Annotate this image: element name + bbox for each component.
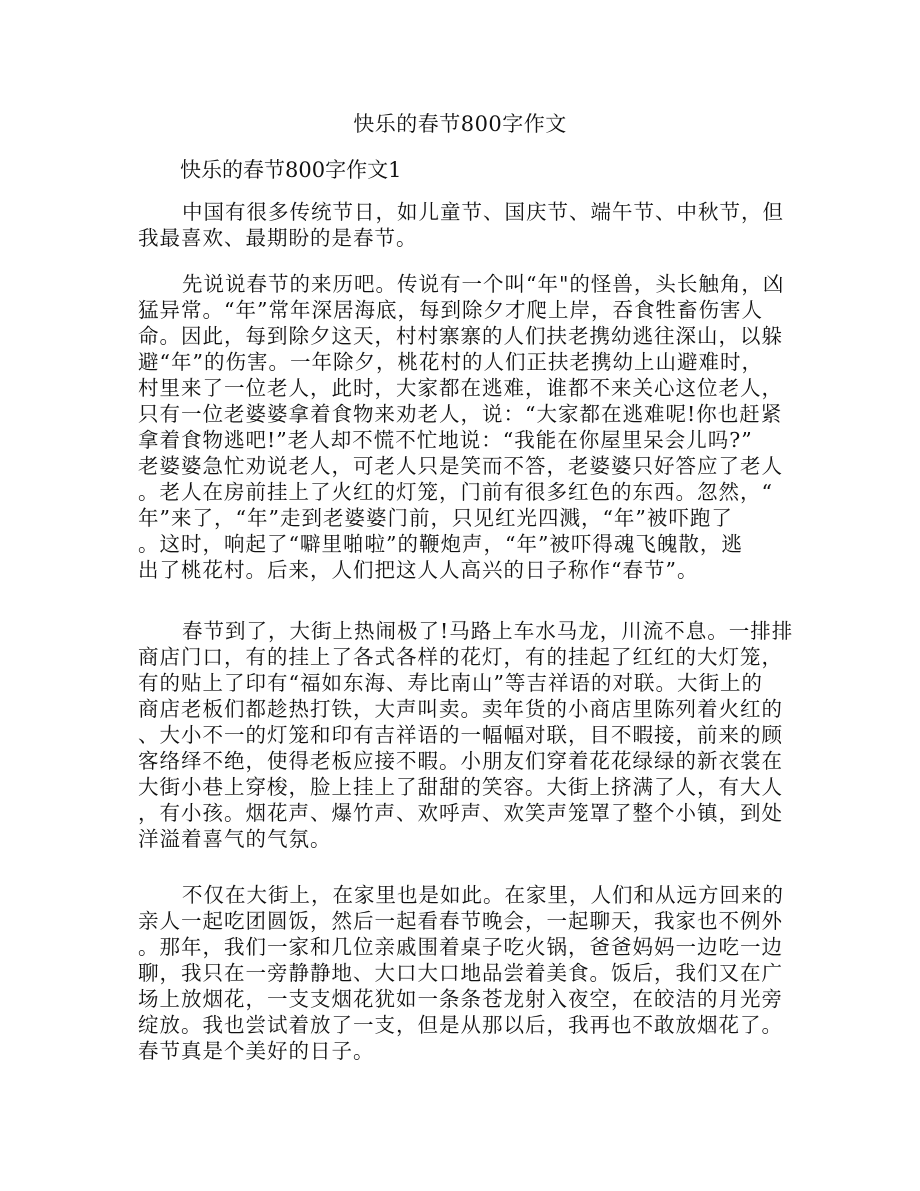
paragraph-line: 。老人在房前挂上了火红的灯笼，门前有很多红色的东西。忽然，“ <box>138 480 773 504</box>
paragraph-line: 避“年”的伤害。一年除夕，桃花村的人们正扶老携幼上山避难时， <box>138 350 763 374</box>
paragraph-line: 春节到了，大街上热闹极了!马路上车水马龙，川流不息。一排排 <box>182 619 794 643</box>
paragraph-line: 有的贴上了印有“福如东海、寿比南山”等吉祥语的对联。大街上的 <box>138 671 763 695</box>
paragraph-line: 大街小巷上穿梭，脸上挂上了甜甜的笑容。大街上挤满了人，有大人 <box>138 775 783 799</box>
document-title: 快乐的春节800字作文 <box>353 112 567 136</box>
paragraph-line: 聊，我只在一旁静静地、大口大口地品尝着美食。饭后，我们又在广 <box>138 961 783 985</box>
paragraph-line: 。那年，我们一家和几位亲戚围着桌子吃火锅，爸爸妈妈一边吃一边 <box>138 935 783 959</box>
paragraph-line: ，有小孩。烟花声、爆竹声、欢呼声、欢笑声笼罩了整个小镇，到处 <box>138 801 783 825</box>
paragraph-line: 洋溢着喜气的气氛。 <box>138 827 332 851</box>
paragraph-line: 老婆婆急忙劝说老人，可老人只是笑而不答，老婆婆只好答应了老人 <box>138 454 783 478</box>
paragraph-intro <box>138 199 786 251</box>
paragraph-line: 村里来了一位老人，此时，大家都在逃难，谁都不来关心这位老人， <box>138 376 783 400</box>
paragraph-line: 猛异常。“年”常年深居海底，每到除夕才爬上岸，吞食牲畜伤害人 <box>138 298 763 322</box>
paragraph-line: 亲人一起吃团圆饭，然后一起看春节晚会，一起聊天，我家也不例外 <box>138 909 783 933</box>
paragraph-line: 客络绎不绝，使得老板应接不暇。小朋友们穿着花花绿绿的新衣裳在 <box>138 749 783 773</box>
paragraph-family-scene <box>138 882 786 1064</box>
paragraph-line: 命。因此，每到除夕这天，村村寨寨的人们扶老携幼逃往深山，以躲 <box>138 324 783 348</box>
paragraph-line: 出了桃花村。后来，人们把这人人高兴的日子称作“春节”。 <box>138 558 699 582</box>
paragraph-line: 商店老板们都趁热打铁，大声叫卖。卖年货的小商店里陈列着火红的 <box>138 697 783 721</box>
paragraph-line: 。这时，响起了“噼里啪啦”的鞭炮声，“年”被吓得魂飞魄散，逃 <box>138 532 743 556</box>
paragraph-street-scene <box>138 618 794 852</box>
paragraph-line: 商店门口，有的挂上了各式各样的花灯，有的挂起了红红的大灯笼， <box>138 645 783 669</box>
paragraph-line: 春节真是个美好的日子。 <box>138 1039 375 1063</box>
paragraph-line: 不仅在大街上，在家里也是如此。在家里，人们和从远方回来的 <box>182 883 784 907</box>
paragraph-line: 拿着食物逃吧!”老人却不慌不忙地说：“我能在你屋里呆会儿吗?” <box>138 428 753 452</box>
paragraph-line: 年”来了，“年”走到老婆婆门前，只见红光四溅，“年”被吓跑了 <box>138 506 733 530</box>
paragraph-origin-story <box>138 271 786 583</box>
document-subtitle: 快乐的春节800字作文1 <box>180 158 402 182</box>
paragraph-line: 中国有很多传统节日，如儿童节、国庆节、端午节、中秋节，但 <box>182 200 784 224</box>
paragraph-line: 、大小不一的灯笼和印有吉祥语的一幅幅对联，目不暇接，前来的顾 <box>138 723 783 747</box>
paragraph-line: 只有一位老婆婆拿着食物来劝老人，说：“大家都在逃难呢!你也赶紧 <box>138 402 783 426</box>
paragraph-line: 先说说春节的来历吧。传说有一个叫“年"的怪兽，头长触角，凶 <box>182 272 785 296</box>
paragraph-line: 我最喜欢、最期盼的是春节。 <box>138 226 418 250</box>
paragraph-line: 场上放烟花，一支支烟花犹如一条条苍龙射入夜空，在皎洁的月光旁 <box>138 987 783 1011</box>
paragraph-line: 绽放。我也尝试着放了一支，但是从那以后，我再也不敢放烟花了。 <box>138 1013 783 1037</box>
